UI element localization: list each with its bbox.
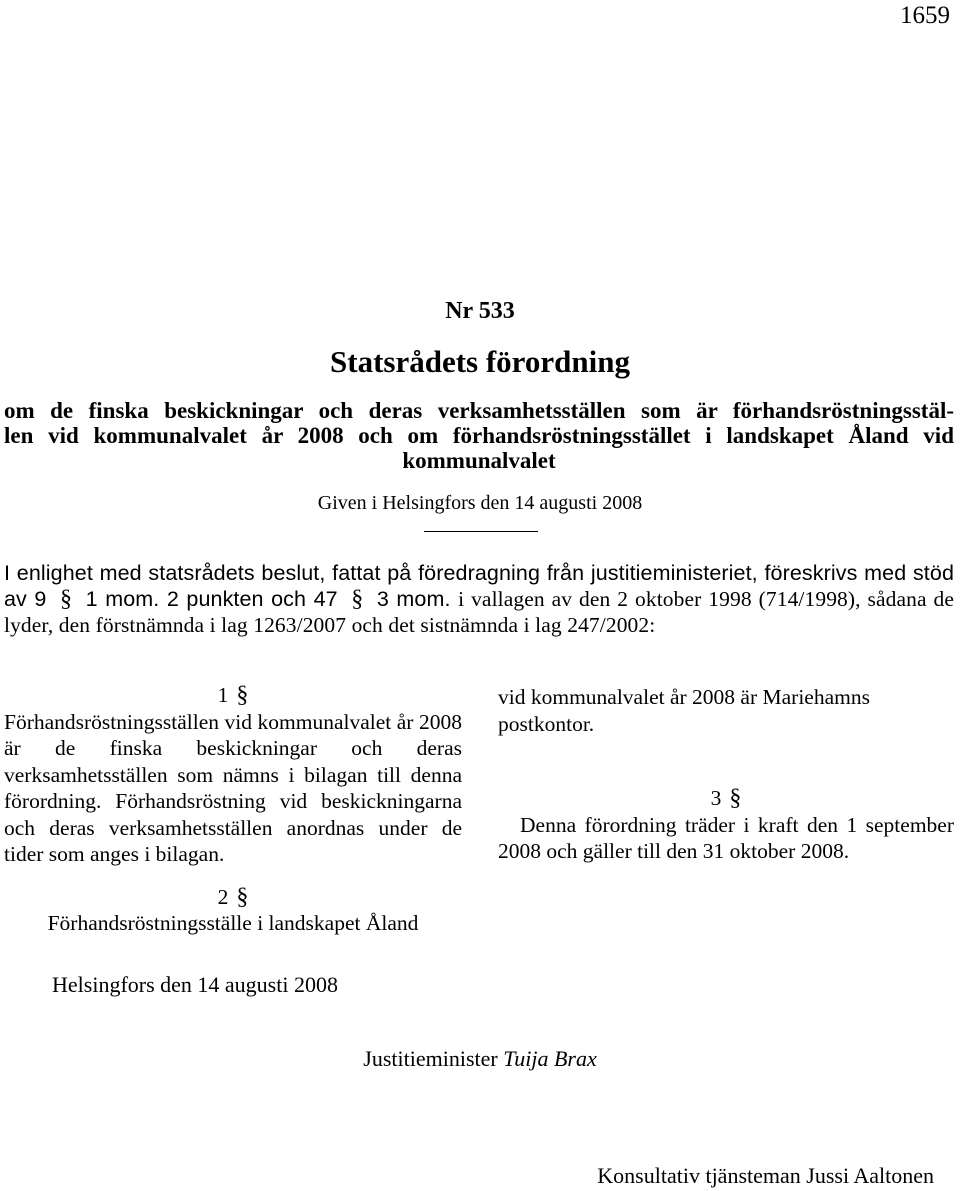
section-number: 2 xyxy=(217,884,229,909)
minister-name: Tuija Brax xyxy=(503,1046,597,1071)
preamble-text-1: I enlighet med statsrådets beslut, fattat på föredragning från justitieministeriet, föreskrivs med stöd av 9 xyxy=(4,561,954,611)
section-sign-icon: § xyxy=(236,682,249,708)
section-number: 1 xyxy=(217,683,229,707)
section-2-continued-text: vid kommunalvalet år 2008 är Mariehamns postkontor. xyxy=(498,685,870,736)
minister-title: Justitieminister xyxy=(363,1046,498,1071)
page-number: 1659 xyxy=(900,2,950,29)
divider-rule xyxy=(424,531,538,532)
section-sign-icon: § xyxy=(729,785,742,811)
preamble-text-3: 3 mom. xyxy=(376,587,451,611)
section-number: 3 xyxy=(710,786,722,810)
document-number: Nr 533 xyxy=(445,298,515,324)
right-column xyxy=(498,684,954,865)
section-2-text: Förhandsröstningsställe i landskapet Åland xyxy=(47,911,419,935)
section-1-text: Förhandsröstningsställen vid kommunalvalet år 2008 är de finska beskickningar och deras verksamhetsställen som nämns i bilagan till denna förordning. Förhandsröstning vid beskickningarna och deras verksamhetsställen anordnas under de tider som anges i bilagan. xyxy=(4,709,462,866)
section-3-text: Denna förordning träder i kraft den 1 september 2008 och gäller till den 31 oktober 2008. xyxy=(498,812,954,863)
section-sign-icon: § xyxy=(60,586,73,612)
document-subtitle xyxy=(4,398,954,473)
section-sign-icon: § xyxy=(236,883,249,910)
left-column xyxy=(4,682,462,937)
document-title: Statsrådets förordning xyxy=(330,344,630,379)
given-date-line: Given i Helsingfors den 14 augusti 2008 xyxy=(317,492,643,514)
subtitle-line: om de finska beskickningar och deras verksamhetsställen som är förhandsröstningsstäl- xyxy=(4,398,954,423)
preamble-text-4: i vallagen av den 2 oktober 1998 (714/1998), sådana de lyder, den förstnämnda i lag 1263/2007 och det sistnämnda i lag 247/2002: xyxy=(4,587,955,637)
section-2-heading xyxy=(4,884,462,911)
officer-signature: Konsultativ tjänsteman Jussi Aaltonen xyxy=(597,1163,934,1188)
preamble xyxy=(4,560,954,638)
subtitle-line: kommunalvalet xyxy=(402,448,556,473)
preamble-text-2: 1 mom. 2 punkten och 47 xyxy=(85,587,338,611)
minister-signature xyxy=(0,1046,960,1072)
subtitle-line: len vid kommunalvalet år 2008 och om förhandsröstningsstället i landskapet Åland vid xyxy=(4,423,954,448)
place-and-date: Helsingfors den 14 augusti 2008 xyxy=(52,972,338,997)
section-sign-icon: § xyxy=(351,586,364,612)
section-3-heading xyxy=(498,785,954,812)
section-1-heading xyxy=(4,682,462,709)
